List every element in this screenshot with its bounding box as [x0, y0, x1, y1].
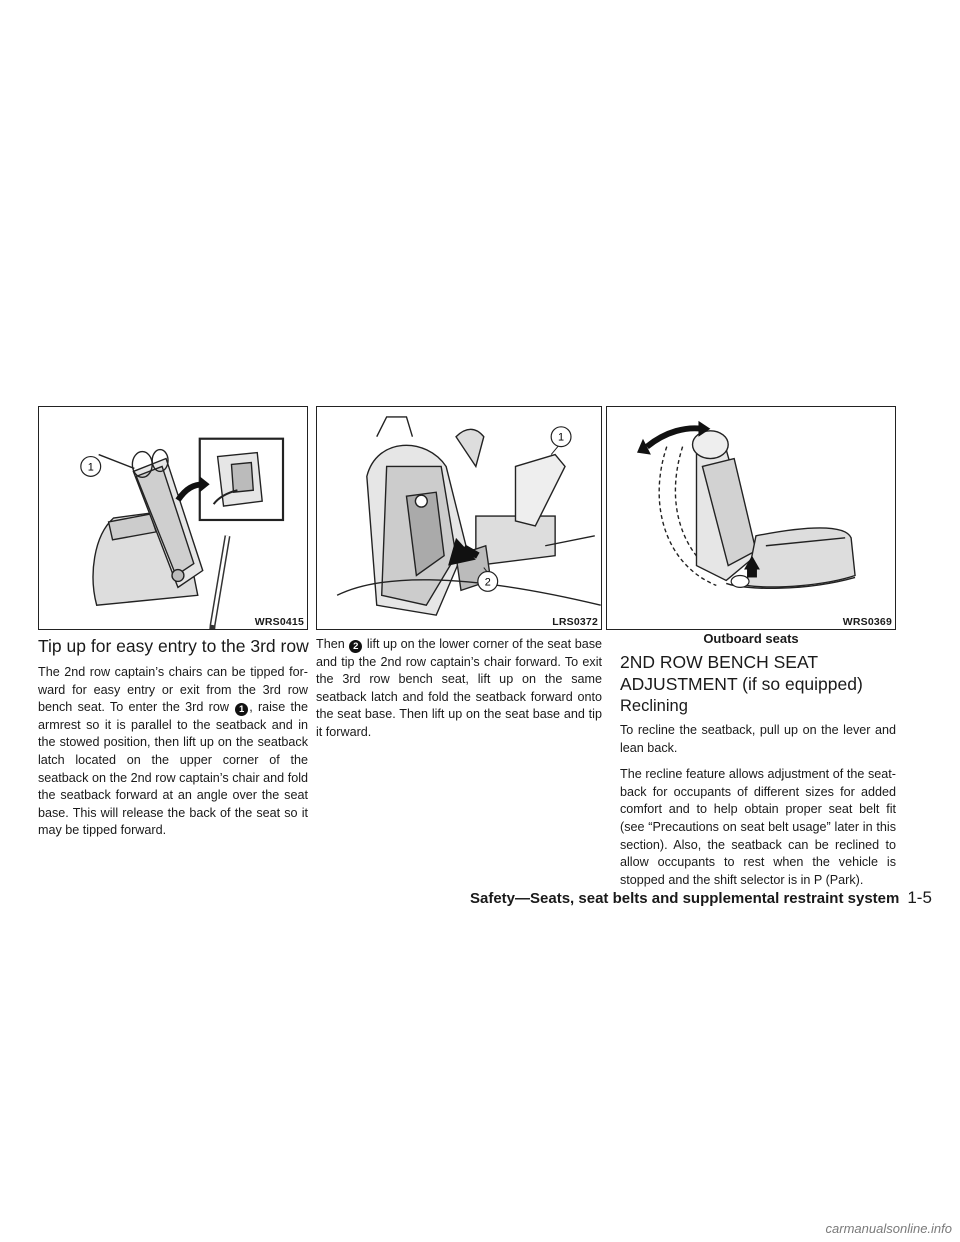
- fold-text-a: Then: [316, 637, 345, 651]
- figure-code: LRS0372: [552, 616, 598, 628]
- figure-caption: Outboard seats: [703, 631, 799, 646]
- subheading-reclining: Reclining: [620, 697, 688, 715]
- figure-tip-up-chair: [38, 406, 308, 630]
- page-footer: [470, 888, 932, 908]
- tip-up-text-b: , raise the armrest so it is parallel to the seatback and in the stowed position, then lift up on the seatback latch located on the upper corner of the seatback on the 2nd row captain’s chair and fold the seatback forward at an angle over the seat base. This will release the back of the seat so it may be tipped forward.: [38, 700, 308, 838]
- reclining-body: [620, 722, 896, 898]
- reclining-para-1: To recline the seatback, pull up on the lever and lean back.: [620, 723, 896, 755]
- figure1-callout-1: 1: [87, 461, 94, 474]
- tip-up-chair-illustration: [39, 407, 307, 629]
- callout-marker-2: 2: [349, 640, 362, 653]
- callout-marker-1: 1: [235, 703, 248, 716]
- figure2-callout-1: 1: [558, 431, 565, 444]
- page-number: 1-5: [907, 888, 932, 907]
- section-heading-bench-seat: 2ND ROW BENCH SEAT ADJUSTMENT (if so equipped): [620, 652, 863, 694]
- figure-code: WRS0415: [254, 616, 304, 628]
- figure-code: WRS0369: [842, 616, 892, 628]
- fold-text-b: lift up on the lower corner of the seat base and tip the 2nd row captain’s chair forward. To exit the 3rd row bench seat, lift up on the same seatback latch and fold the seatback forward onto the seat base. Then lift up on the seat base and tip it forward.: [316, 637, 602, 739]
- reclining-para-2: The recline feature allows adjustment of the seat-back for occupants of different sizes for added comfort and to help obtain proper seat belt fit (see “Precautions on seat belt usage” later in this section). Also, the seatback can be reclined to allow occupants to rest when the vehicle is stopped and the shift selector is in P (Park).: [620, 767, 896, 887]
- figure2-callout-2: 2: [484, 576, 491, 589]
- tip-up-text-a: The 2nd row captain’s chairs can be tipped for-ward for easy entry or exit from the 3rd row bench seat. To enter the 3rd row: [38, 665, 308, 715]
- tip-up-body: [38, 664, 308, 849]
- fold-seat-body: [316, 636, 602, 751]
- recline-seat-illustration: [607, 407, 895, 629]
- section-heading-tip-up: Tip up for easy entry to the 3rd row: [38, 636, 309, 656]
- footer-section-title: Safety—Seats, seat belts and supplemental restraint system: [470, 890, 900, 907]
- figure-recline-seat: [606, 406, 896, 630]
- site-watermark: carmanualsonline.info: [825, 1221, 952, 1236]
- figure-fold-seat: [316, 406, 602, 630]
- fold-seat-illustration: [317, 407, 601, 629]
